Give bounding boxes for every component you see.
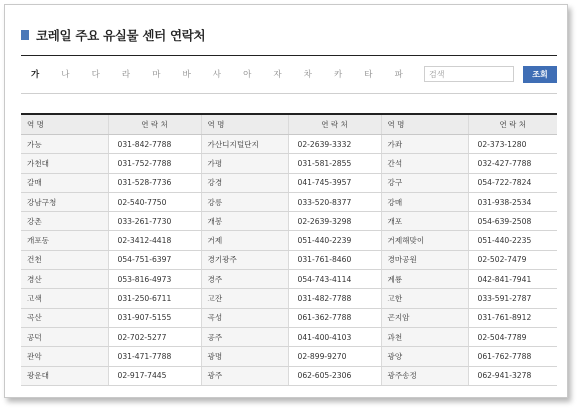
index-char-button[interactable]: 바 [182,70,191,80]
station-name-cell: 강촌 [21,212,108,231]
phone-number-cell: 031-907-5155 [108,308,201,327]
table-row [21,347,557,366]
col-header-contact: 연 락 처 [108,114,201,135]
phone-number-cell: 031-528-7736 [108,173,201,192]
search-divider [21,93,557,94]
station-name-cell: 곤지암 [381,308,468,327]
index-char-button[interactable]: 사 [212,70,221,80]
station-name-cell: 가좌 [381,135,468,154]
page-title: 코레일 주요 유실물 센터 연락처 [36,28,206,43]
phone-number-cell: 051-440-2235 [468,231,557,250]
station-name-cell: 갈매 [21,173,108,192]
station-name-cell: 가산디지털단지 [201,135,288,154]
station-name-cell: 강구 [381,173,468,192]
station-name-cell: 개포동 [21,231,108,250]
phone-number-cell: 031-938-2534 [468,192,557,211]
station-name-cell: 가능 [21,135,108,154]
top-divider [21,55,557,56]
station-name-cell: 광주 [201,366,288,385]
index-char-button[interactable]: 라 [121,70,131,80]
phone-number-cell: 054-743-4114 [288,270,381,289]
station-name-cell: 공덕 [21,327,108,346]
phone-number-cell: 061-362-7788 [288,308,381,327]
index-char-button[interactable]: 나 [61,70,70,80]
phone-number-cell: 051-440-2239 [288,231,381,250]
station-name-cell: 경주 [201,270,288,289]
station-name-cell: 곡성 [201,308,288,327]
table-row [21,250,557,269]
station-name-cell: 가평 [201,154,288,173]
phone-number-cell: 061-762-7788 [468,347,557,366]
index-char-button[interactable]: 파 [394,70,403,80]
station-name-cell: 가천대 [21,154,108,173]
phone-number-cell: 02-899-9270 [288,347,381,366]
phone-number-cell: 033-261-7730 [108,212,201,231]
table-row [21,289,557,308]
col-header-contact: 연 락 처 [468,114,557,135]
phone-number-cell: 031-761-8460 [288,250,381,269]
table-row [21,308,557,327]
station-name-cell: 고색 [21,289,108,308]
phone-number-cell: 054-751-6397 [108,250,201,269]
col-header-contact: 연 락 처 [288,114,381,135]
index-char-button[interactable]: 아 [243,70,252,80]
table-row [21,154,557,173]
index-char-button[interactable]: 자 [273,70,282,80]
phone-number-cell: 02-502-7479 [468,250,557,269]
station-name-cell: 광주송정 [381,366,468,385]
station-name-cell: 강릉 [201,192,288,211]
phone-number-cell: 031-581-2855 [288,154,381,173]
search-button[interactable]: 조회 [523,66,557,83]
station-name-cell: 계룡 [381,270,468,289]
phone-number-cell: 02-702-5277 [108,327,201,346]
table-row [21,192,557,211]
station-name-cell: 곡산 [21,308,108,327]
phone-number-cell: 02-2639-3298 [288,212,381,231]
phone-number-cell: 042-841-7941 [468,270,557,289]
phone-number-cell: 054-722-7824 [468,173,557,192]
phone-number-cell: 033-591-2787 [468,289,557,308]
col-header-station: 역 명 [201,114,288,135]
search-input[interactable] [424,66,514,82]
consonant-index [31,68,455,80]
phone-number-cell: 02-504-7789 [468,327,557,346]
phone-number-cell: 041-400-4103 [288,327,381,346]
station-name-cell: 개봉 [201,212,288,231]
index-char-button[interactable]: 카 [333,70,343,80]
table-row [21,366,557,385]
index-char-button[interactable]: 가 [31,70,40,80]
phone-number-cell: 031-842-7788 [108,135,201,154]
table-header-row [21,114,557,135]
phone-number-cell: 031-761-8912 [468,308,557,327]
phone-number-cell: 054-639-2508 [468,212,557,231]
index-char-button[interactable]: 타 [364,70,373,80]
station-name-cell: 거제해맞이 [381,231,468,250]
station-name-cell: 공주 [201,327,288,346]
station-name-cell: 고잔 [201,289,288,308]
station-name-cell: 광명 [201,347,288,366]
phone-number-cell: 031-471-7788 [108,347,201,366]
phone-number-cell: 031-250-6711 [108,289,201,308]
station-name-cell: 경마공원 [381,250,468,269]
station-name-cell: 경산 [21,270,108,289]
table-body [21,135,557,386]
table-row [21,173,557,192]
index-char-button[interactable]: 차 [303,70,312,80]
station-name-cell: 강남구청 [21,192,108,211]
station-name-cell: 건천 [21,250,108,269]
phone-number-cell: 032-427-7788 [468,154,557,173]
phone-number-cell: 031-752-7788 [108,154,201,173]
index-char-button[interactable]: 마 [152,70,161,80]
page-title-block [21,27,205,43]
title-square-icon [21,30,29,40]
table-row [21,212,557,231]
phone-number-cell: 031-482-7788 [288,289,381,308]
station-name-cell: 간석 [381,154,468,173]
phone-number-cell: 02-540-7750 [108,192,201,211]
phone-number-cell: 053-816-4973 [108,270,201,289]
station-name-cell: 경기광주 [201,250,288,269]
station-name-cell: 거제 [201,231,288,250]
station-name-cell: 고한 [381,289,468,308]
phone-number-cell: 062-605-2306 [288,366,381,385]
phone-number-cell: 041-745-3957 [288,173,381,192]
phone-number-cell: 033-520-8377 [288,192,381,211]
table-row [21,135,557,154]
phone-number-cell: 02-3412-4418 [108,231,201,250]
phone-number-cell: 02-373-1280 [468,135,557,154]
contacts-table [21,113,557,386]
station-name-cell: 개포 [381,212,468,231]
col-header-station: 역 명 [381,114,468,135]
station-name-cell: 강매 [381,192,468,211]
col-header-station: 역 명 [21,114,108,135]
content-panel [4,4,568,398]
station-name-cell: 과천 [381,327,468,346]
station-name-cell: 광양 [381,347,468,366]
station-name-cell: 광운대 [21,366,108,385]
table-row [21,231,557,250]
phone-number-cell: 02-917-7445 [108,366,201,385]
phone-number-cell: 02-2639-3332 [288,135,381,154]
table-row [21,270,557,289]
phone-number-cell: 062-941-3278 [468,366,557,385]
station-name-cell: 관악 [21,347,108,366]
station-name-cell: 강경 [201,173,288,192]
index-char-button[interactable]: 다 [91,70,100,80]
table-row [21,327,557,346]
